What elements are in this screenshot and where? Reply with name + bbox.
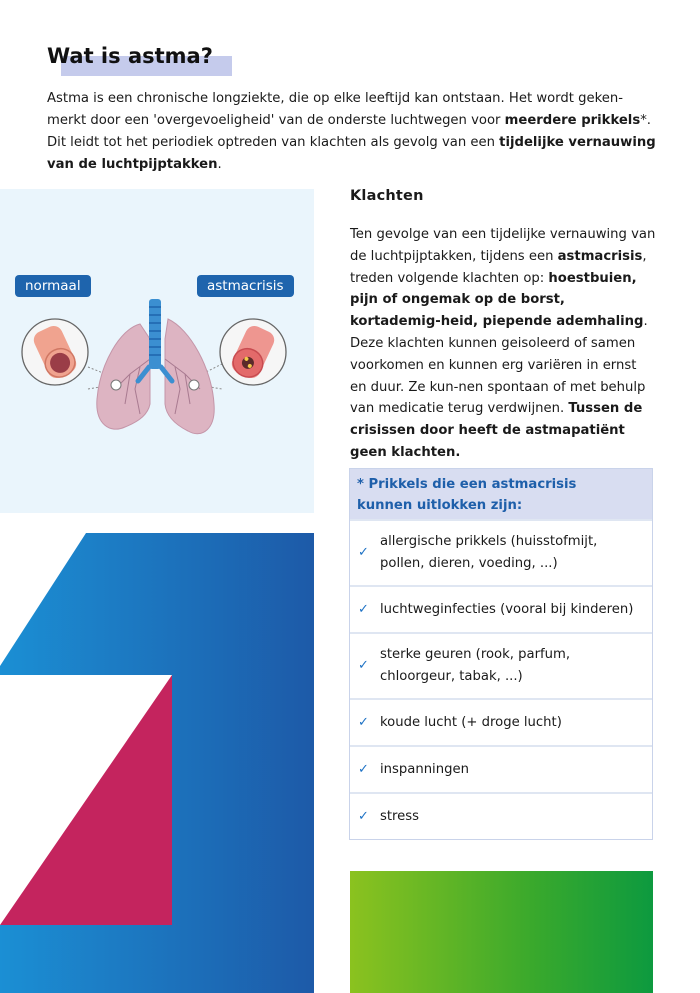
klachten-bold: hoestbuien, pijn of ongemak op de borst, kortademig-heid, piepende ademhaling bbox=[350, 270, 644, 330]
lung-illustration bbox=[0, 189, 314, 513]
intro-bold: meerdere prikkels bbox=[504, 113, 641, 128]
intro-text: . bbox=[217, 157, 222, 172]
list-item-text: stress bbox=[380, 808, 420, 824]
list-item bbox=[350, 698, 652, 745]
list-item bbox=[350, 632, 652, 698]
klachten-text: . Deze klachten kunnen geisoleerd of samen voorkomen en kunnen erg variëren in ernst en duur. Ze kun-nen spontaan of met behulp van medicatie terug verdwijnen. bbox=[350, 314, 648, 417]
prikkels-list bbox=[350, 519, 652, 839]
check-icon: ✓ bbox=[358, 714, 369, 730]
check-icon: ✓ bbox=[358, 808, 369, 824]
page-title: Wat is astma? bbox=[47, 44, 213, 68]
klachten-text: , treden volgende klachten op: bbox=[350, 248, 647, 286]
klachten-heading: Klachten bbox=[350, 188, 424, 204]
decorative-shape bbox=[0, 533, 316, 993]
label-normal: normaal bbox=[15, 275, 91, 297]
check-icon: ✓ bbox=[358, 545, 369, 560]
klachten-text: Ten gevolge van een tijdelijke vernauwing van de luchtpijptakken, tijdens een bbox=[350, 227, 656, 264]
check-icon: ✓ bbox=[358, 761, 369, 777]
prikkels-heading bbox=[350, 469, 652, 519]
prikkels-heading-line: kunnen uitlokken zijn: bbox=[357, 498, 523, 513]
list-item bbox=[350, 745, 652, 792]
list-item bbox=[350, 585, 652, 632]
list-item-text: koude lucht (+ droge lucht) bbox=[380, 714, 562, 730]
klachten-bold: astmacrisis bbox=[557, 248, 643, 264]
intro-bold: tijdelijke vernauwing van de luchtpijptakken bbox=[47, 135, 656, 172]
list-item-line: allergische prikkels (huisstofmijt, bbox=[380, 534, 598, 549]
intro-paragraph bbox=[47, 88, 657, 176]
intro-text: *. Dit leidt tot het periodiek optreden van klachten als gevolg van een bbox=[47, 113, 651, 150]
intro-text: Astma is een chronische longziekte, die op elke leeftijd kan ontstaan. Het wordt geken-merkt door een 'overgevoeligheid' van de onderste luchtwegen voor bbox=[47, 91, 623, 128]
lungs-icon bbox=[0, 189, 314, 513]
check-icon: ✓ bbox=[358, 658, 369, 673]
klachten-paragraph bbox=[350, 224, 656, 464]
list-item-line: pollen, dieren, voeding, ...) bbox=[380, 556, 558, 571]
klachten-bold: Tussen de crisissen door heeft de astmapatiënt geen klachten. bbox=[350, 401, 643, 460]
check-icon: ✓ bbox=[358, 601, 369, 617]
label-astmacrisis: astmacrisis bbox=[197, 275, 294, 297]
list-item-text bbox=[380, 531, 597, 575]
green-decorative-block bbox=[350, 871, 653, 993]
list-item bbox=[350, 792, 652, 839]
list-item-text: luchtweginfecties (vooral bij kinderen) bbox=[380, 601, 634, 617]
list-item-text bbox=[380, 644, 570, 688]
list-item-line: sterke geuren (rook, parfum, bbox=[380, 647, 571, 662]
list-item-text: inspanningen bbox=[380, 761, 469, 777]
prikkels-box bbox=[349, 468, 653, 840]
list-item-line: chloorgeur, tabak, ...) bbox=[380, 669, 523, 684]
list-item bbox=[350, 519, 652, 585]
prikkels-heading-line: * Prikkels die een astmacrisis bbox=[357, 477, 577, 492]
